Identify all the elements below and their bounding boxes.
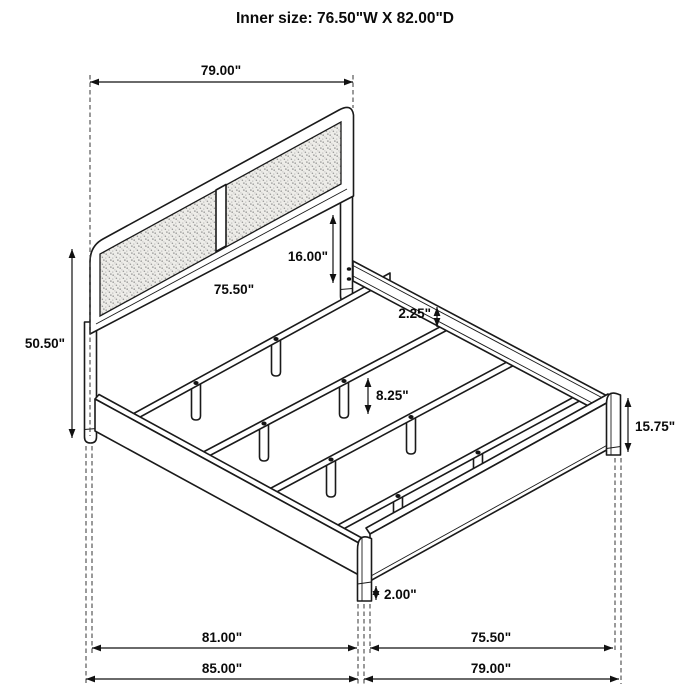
dim-label-headboard-inner-width: 75.50" [213,282,255,297]
dim-label-headboard-height: 50.50" [24,336,65,351]
dim-label-foot-height: 2.00" [384,587,417,602]
support-leg [272,340,281,376]
dim-label-support-leg-height: 8.25" [376,388,409,403]
dim-outer-depth [86,661,358,679]
page-title: Inner size: 76.50"W X 82.00"D [235,10,455,27]
dim-label-outer-depth: 85.00" [201,661,243,676]
dim-label-footboard-height: 15.75" [635,419,676,434]
dim-label-footboard-inner-width: 75.50" [470,630,512,645]
dim-label-footboard-outer-width: 79.00" [470,661,512,676]
footboard-right-post [607,393,621,456]
headboard-divider [216,185,226,252]
dim-footboard-outer-width [364,661,619,679]
dim-label-top-width: 79.00" [200,63,242,78]
bed-drawing [85,107,621,601]
headboard [90,107,354,334]
dim-headboard-height [25,249,72,438]
dim-foot-height [376,586,417,602]
support-leg [192,384,201,420]
support-leg [340,382,349,418]
dim-footboard-inner-width [370,630,613,648]
support-leg [407,418,416,454]
dim-inner-depth [92,630,357,648]
footboard-left-post [358,537,372,602]
support-leg [260,425,269,461]
dim-label-panel-to-rail-gap: 16.00" [287,249,328,264]
dim-label-inner-depth: 81.00" [201,630,243,645]
support-leg [327,461,336,497]
dim-top-width [90,63,353,82]
dim-support-leg-height [368,378,409,414]
dim-headboard-inner-width [214,282,254,297]
dim-footboard-height [628,398,675,452]
dim-label-rail-to-slat-drop: 2.25" [398,306,431,321]
